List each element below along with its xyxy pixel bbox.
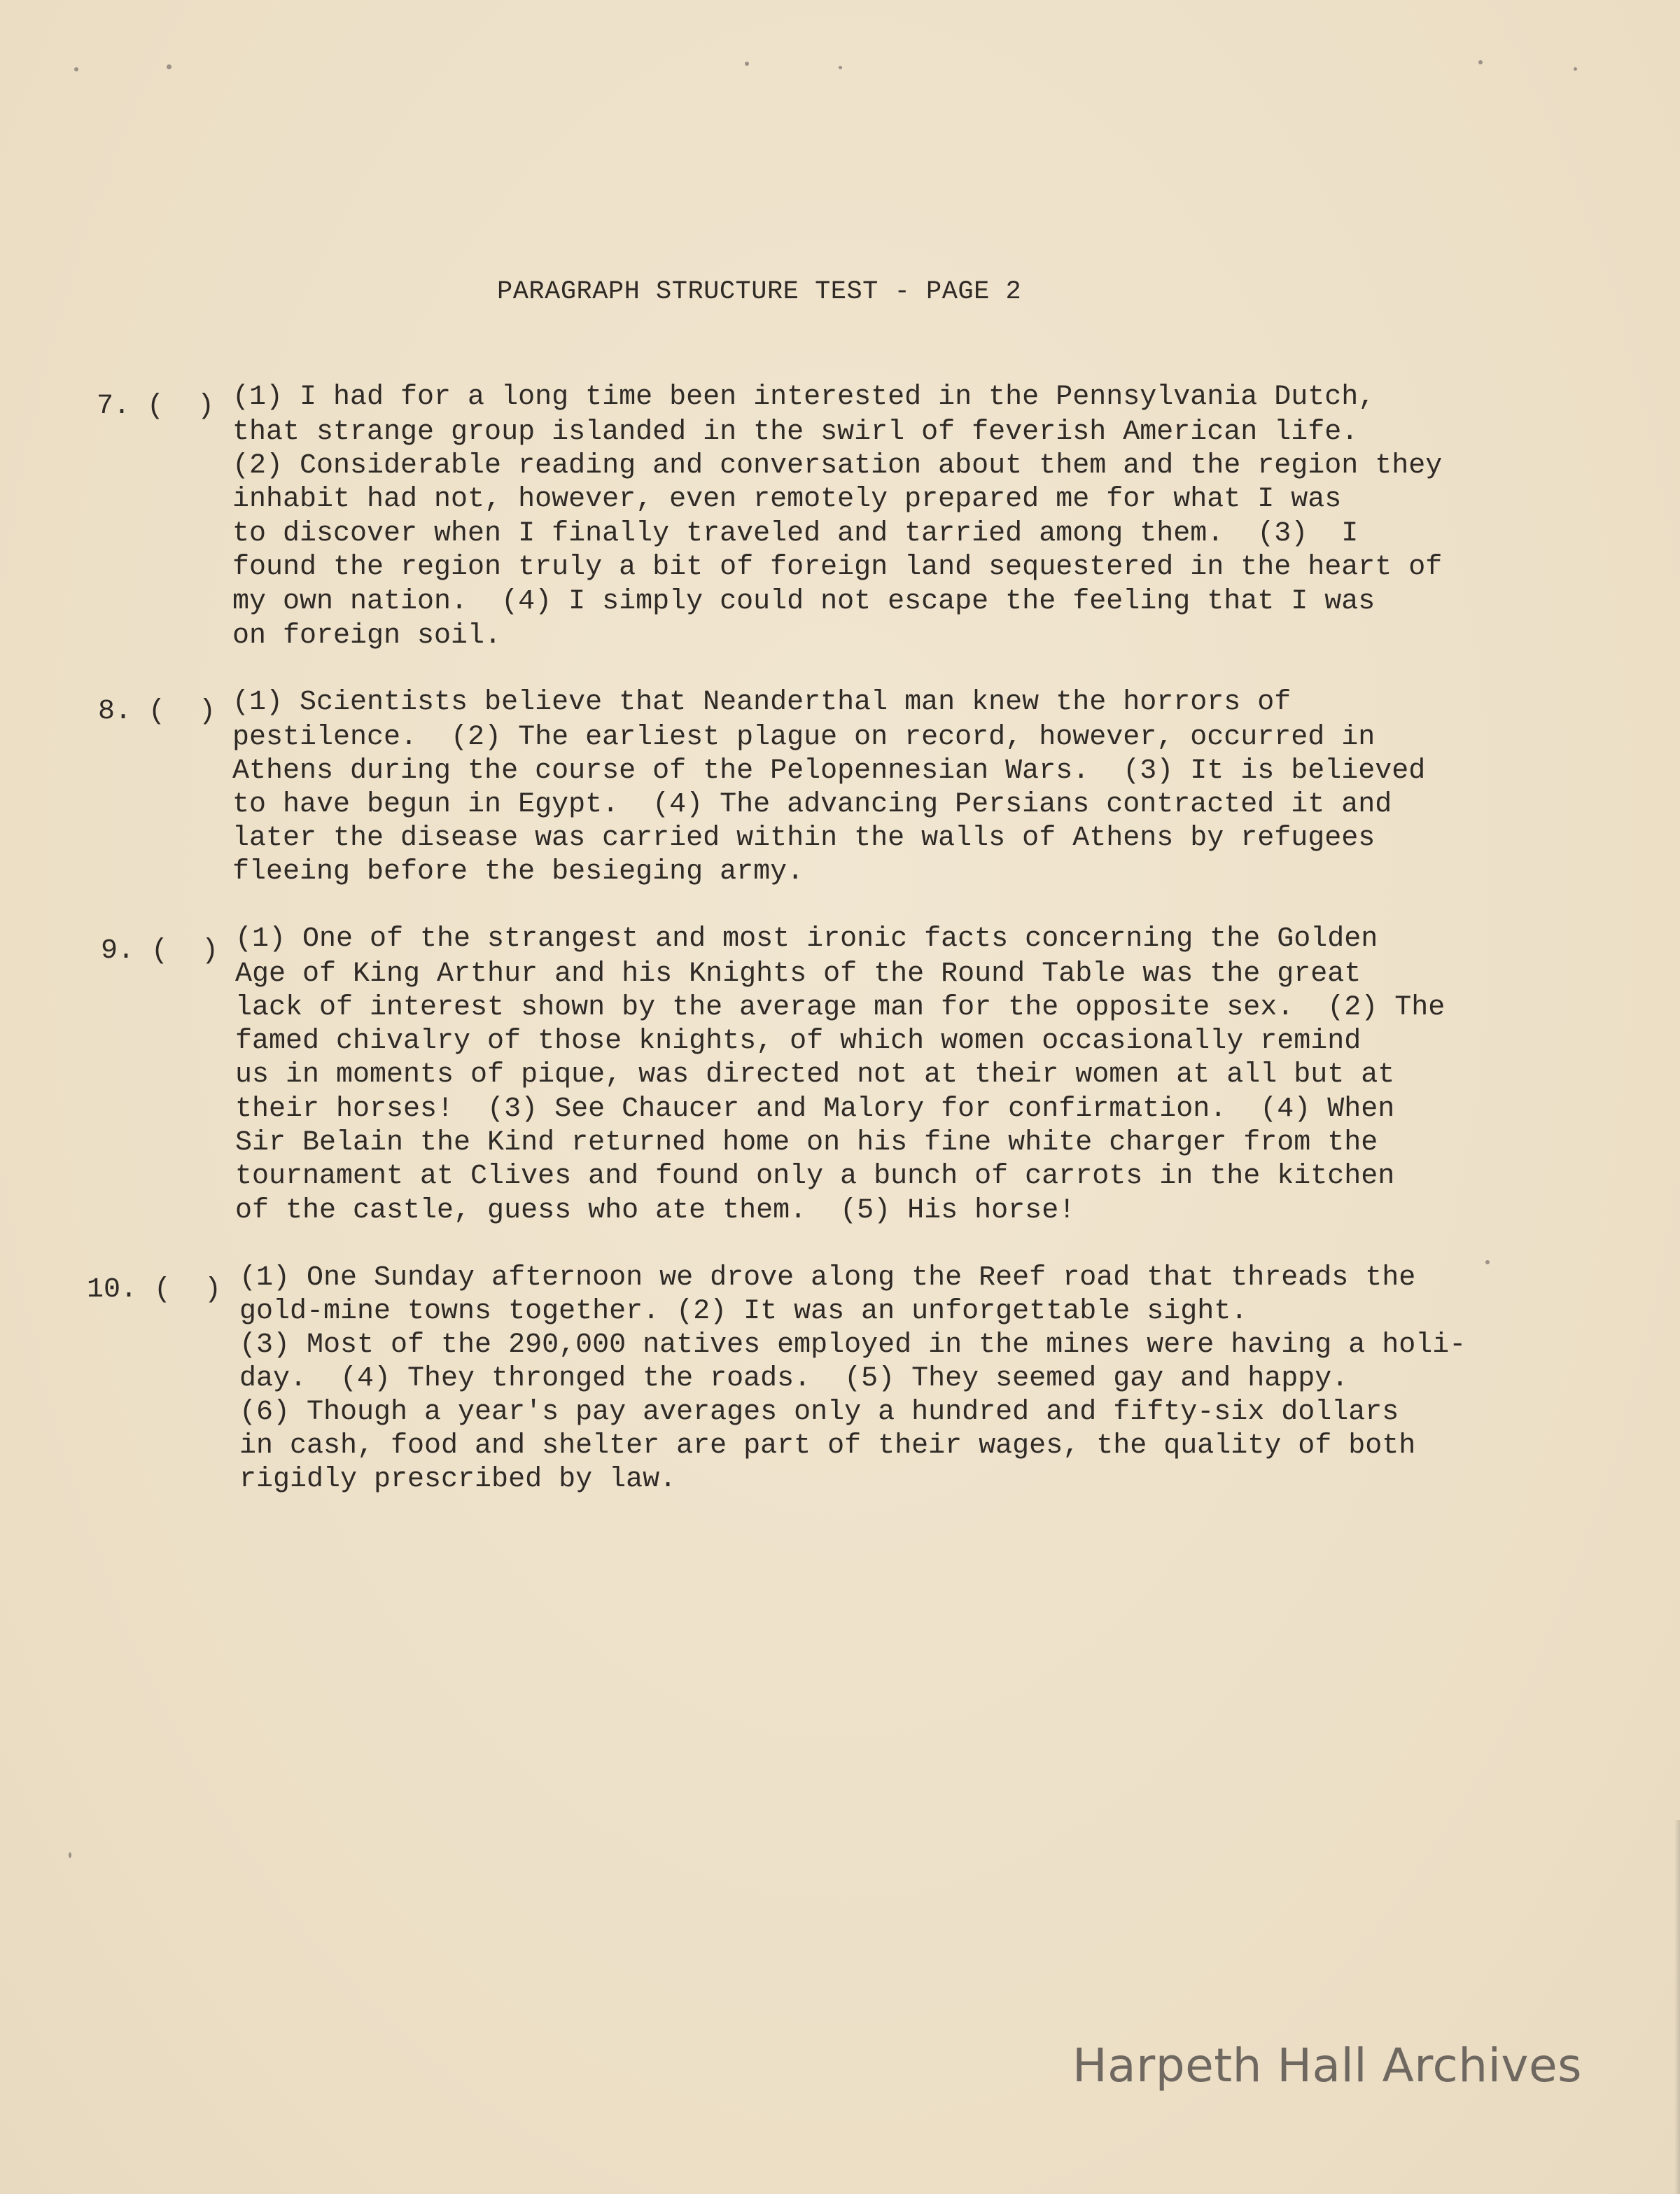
- item-line: later the disease was carried within the walls of Athens by refugees: [232, 823, 1376, 854]
- paper-speck: [1485, 1260, 1490, 1264]
- item-number: 7. ( ): [97, 391, 215, 422]
- item-line: to have begun in Egypt. (4) The advancing Persians contracted it and: [232, 789, 1392, 820]
- paper-speck: [1574, 67, 1577, 71]
- paper-speck: [167, 64, 172, 69]
- item-line: (1) Scientists believe that Neanderthal man knew the horrors of: [232, 687, 1292, 718]
- item-line: to discover when I finally traveled and tarried among them. (3) I: [232, 518, 1359, 550]
- paper-speck: [745, 62, 749, 66]
- item-line: (1) One of the strangest and most ironic facts concerning the Golden: [235, 923, 1378, 955]
- item-line: gold-mine towns together. (2) It was an unforgettable sight.: [239, 1296, 1248, 1327]
- item-line: Sir Belain the Kind returned home on his fine white charger from the: [235, 1127, 1378, 1159]
- item-line: tournament at Clives and found only a bunch of carrots in the kitchen: [235, 1161, 1395, 1192]
- item-line: Age of King Arthur and his Knights of the Round Table was the great: [235, 958, 1362, 990]
- item-line: Athens during the course of the Pelopennesian Wars. (3) It is believed: [232, 755, 1426, 787]
- item-number: 9. ( ): [101, 935, 219, 967]
- item-line: day. (4) They thronged the roads. (5) They seemed gay and happy.: [239, 1363, 1349, 1395]
- item-line: famed chivalry of those knights, of which women occasionally remind: [235, 1026, 1362, 1057]
- item-line: inhabit had not, however, even remotely prepared me for what I was: [232, 484, 1342, 515]
- item-line: fleeing before the besieging army.: [232, 856, 804, 888]
- item-line: rigidly prescribed by law.: [239, 1464, 677, 1495]
- item-line: (2) Considerable reading and conversation about them and the region they: [232, 450, 1443, 482]
- item-line: their horses! (3) See Chaucer and Malory for confirmation. (4) When: [235, 1093, 1395, 1125]
- item-line: (1) One Sunday afternoon we drove along the Reef road that threads the: [239, 1262, 1416, 1294]
- page-title: PARAGRAPH STRUCTURE TEST - PAGE 2: [497, 277, 1022, 307]
- item-number: 8. ( ): [98, 696, 216, 727]
- item-line: that strange group islanded in the swirl of feverish American life.: [232, 417, 1359, 448]
- archive-watermark: Harpeth Hall Archives: [1072, 2039, 1582, 2092]
- item-line: on foreign soil.: [232, 620, 502, 652]
- item-line: of the castle, guess who ate them. (5) His horse!: [235, 1195, 1076, 1227]
- paper-speck: [839, 66, 842, 69]
- paper-speck: [74, 67, 78, 71]
- item-line: lack of interest shown by the average man for the opposite sex. (2) The: [235, 992, 1446, 1023]
- item-line: (1) I had for a long time been interested in the Pennsylvania Dutch,: [232, 382, 1376, 413]
- item-line: (6) Though a year's pay averages only a hundred and fifty-six dollars: [239, 1397, 1399, 1428]
- item-line: found the region truly a bit of foreign land sequestered in the heart of: [232, 552, 1443, 583]
- paper-speck: [69, 1852, 71, 1858]
- item-line: us in moments of pique, was directed not at their women at all but at: [235, 1059, 1395, 1091]
- item-line: pestilence. (2) The earliest plague on record, however, occurred in: [232, 722, 1376, 753]
- item-line: my own nation. (4) I simply could not escape the feeling that I was: [232, 586, 1376, 617]
- item-line: in cash, food and shelter are part of their wages, the quality of both: [239, 1430, 1416, 1462]
- item-number: 10. ( ): [87, 1274, 222, 1306]
- paper-speck: [1478, 60, 1483, 64]
- item-line: (3) Most of the 290,000 natives employed in the mines were having a holi-: [239, 1329, 1466, 1361]
- page-edge-shadow: [1674, 1820, 1680, 2194]
